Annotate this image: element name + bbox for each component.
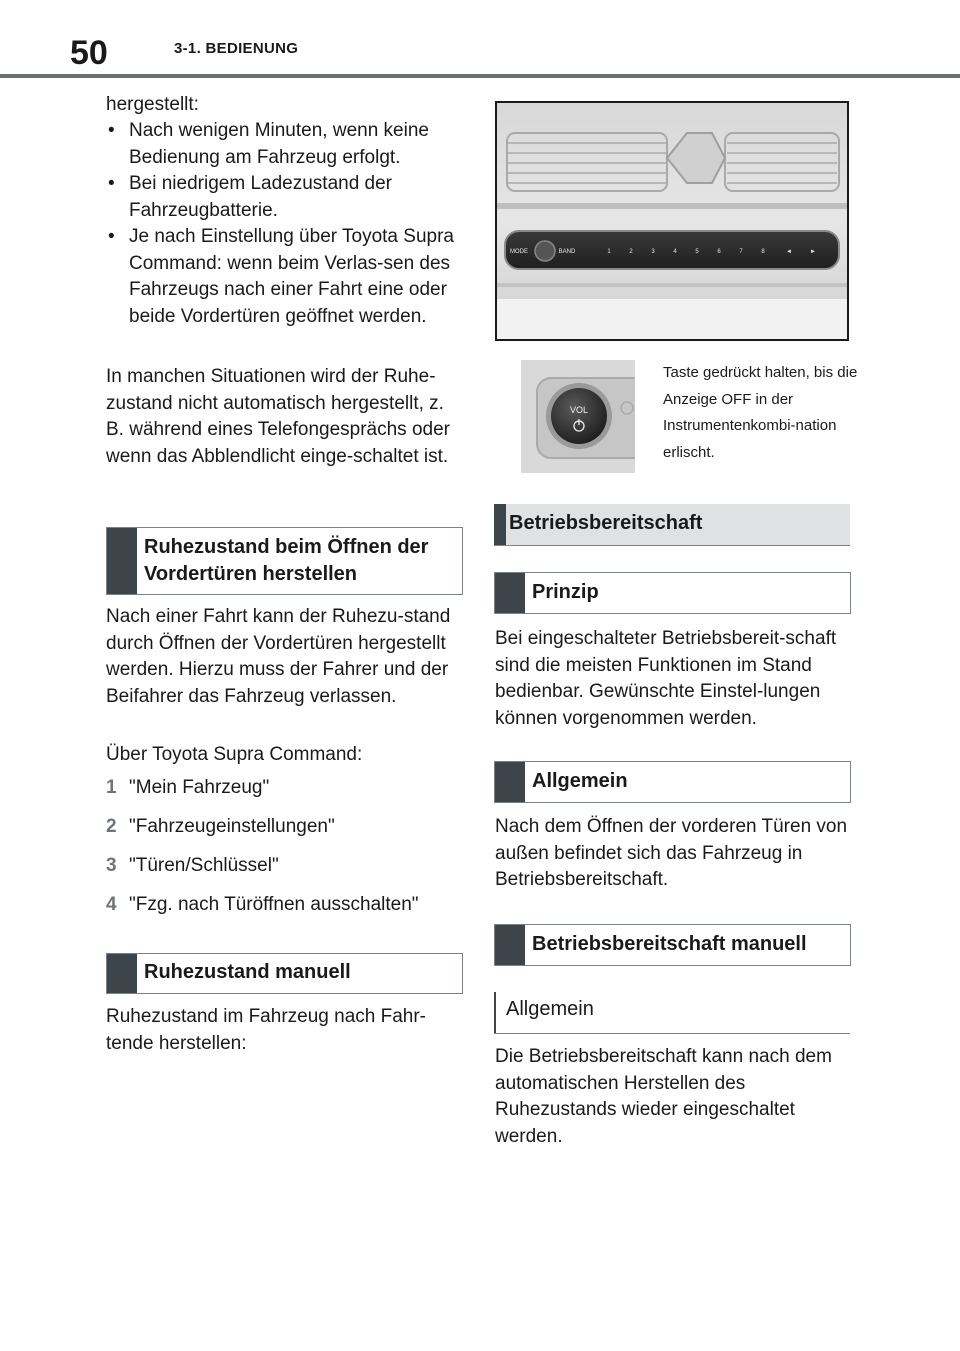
intro-text: hergestellt: — [106, 94, 199, 115]
radio-button-label: 8 — [761, 249, 765, 255]
bullet-item: • Nach wenigen Minuten, wenn keine Bedienung am Fahrzeug erfolgt. — [106, 118, 466, 171]
heading-ruhezustand-manuell — [106, 953, 463, 994]
vol-knob-illustration — [521, 360, 635, 473]
heading-text: Allgemein — [532, 770, 628, 792]
paragraph-ruhezustand: In manchen Situationen wird der Ruhe-zustand nicht automatisch hergestellt, z. B. während eines Telefongesprächs oder wenn das Abblendlicht einge-schaltet ist. — [106, 366, 450, 467]
dashboard-illustration — [497, 103, 847, 339]
heading-text: Betriebsbereitschaft — [509, 512, 703, 534]
subheading-bar — [494, 992, 496, 1034]
heading-text: Betriebsbereitschaft manuell — [532, 933, 807, 955]
step-item — [106, 853, 279, 879]
section-title: 3-1. BEDIENUNG — [174, 40, 299, 57]
heading-bar — [494, 504, 506, 545]
radio-button-label: MODE — [510, 249, 528, 255]
heading-bar — [495, 573, 525, 613]
step-number: 1 — [106, 777, 117, 798]
heading-bar — [107, 954, 137, 993]
radio-button-label: 5 — [695, 249, 699, 255]
page-number-box — [0, 30, 160, 76]
bullet-list — [106, 118, 466, 330]
subheading-rule — [494, 1033, 850, 1034]
subheading-allgemein — [494, 992, 850, 1034]
heading-betriebsbereitschaft-manuell — [494, 924, 851, 966]
paragraph-manuell: Ruhezustand im Fahrzeug nach Fahr-tende herstellen: — [106, 1006, 426, 1054]
dashboard-figure — [495, 101, 849, 341]
heading-ruhezustand-oeffnen — [106, 527, 463, 595]
step-text: "Fzg. nach Türöffnen ausschalten" — [129, 894, 419, 915]
radio-button-label: ► — [810, 249, 816, 255]
heading-allgemein — [494, 761, 851, 803]
paragraph-allgemein: Nach dem Öffnen der vorderen Türen von außen befindet sich das Fahrzeug in Betriebsbereitschaft. — [495, 816, 848, 890]
page-number: 50 — [70, 34, 108, 72]
radio-button-label: ◄ — [786, 249, 792, 255]
heading-bar — [495, 762, 525, 802]
paragraph-prinzip: Bei eingeschalteter Betriebsbereit-schaft sind die meisten Funktionen im Stand bedienbar. Gewünschte Einstel-lungen können vorgenommen werden. — [495, 628, 837, 729]
step-number: 4 — [106, 894, 117, 915]
paragraph-manuell-right: Die Betriebsbereitschaft kann nach dem automatischen Herstellen des Ruhezustands wieder eingeschaltet werden. — [495, 1046, 832, 1147]
heading-betriebsbereitschaft — [494, 504, 850, 546]
radio-button-label: 1 — [607, 249, 611, 255]
step-item — [106, 775, 269, 801]
step-number: 2 — [106, 816, 117, 837]
heading-text: Ruhezustand beim Öffnen der Vordertüren herstellen — [144, 536, 429, 585]
heading-bar — [107, 528, 137, 594]
step-number: 3 — [106, 855, 117, 876]
heading-bar — [495, 925, 525, 965]
figure-caption: Taste gedrückt halten, bis die Anzeige OFF in der Instrumentenkombi-nation erlischt. — [663, 364, 858, 461]
vol-knob-label: VOL — [569, 405, 589, 415]
radio-button-label: 6 — [717, 249, 721, 255]
step-text: "Mein Fahrzeug" — [129, 777, 270, 798]
heading-text: Ruhezustand manuell — [144, 961, 351, 983]
radio-button-label: 7 — [739, 249, 743, 255]
subheading-text: Allgemein — [506, 998, 594, 1020]
heading-text: Prinzip — [532, 581, 599, 603]
vol-knob-figure — [521, 360, 635, 473]
radio-button-label: 2 — [629, 249, 633, 255]
radio-button-label: BAND — [558, 249, 576, 255]
bullet-item: • Je nach Einstellung über Toyota Supra Command: wenn beim Verlas-sen des Fahrzeugs nach einer Fahrt eine oder beide Vordertüren geöffnet werden. — [106, 224, 466, 330]
paragraph-nach-fahrt: Nach einer Fahrt kann der Ruhezu-stand durch Öffnen der Vordertüren hergestellt werden. Hierzu muss der Fahrer und der Beifahrer das Fahrzeug verlassen. — [106, 606, 451, 707]
step-item — [106, 892, 419, 918]
bullet-item: • Bei niedrigem Ladezustand der Fahrzeugbatterie. — [106, 171, 466, 224]
step-text: "Fahrzeugeinstellungen" — [129, 816, 335, 837]
step-item — [106, 814, 335, 840]
radio-button-label: 4 — [673, 249, 677, 255]
radio-button-label: 3 — [651, 249, 655, 255]
paragraph-supra-command: Über Toyota Supra Command: — [106, 744, 363, 765]
heading-prinzip — [494, 572, 851, 614]
header-divider — [0, 74, 960, 78]
step-text: "Türen/Schlüssel" — [129, 855, 279, 876]
